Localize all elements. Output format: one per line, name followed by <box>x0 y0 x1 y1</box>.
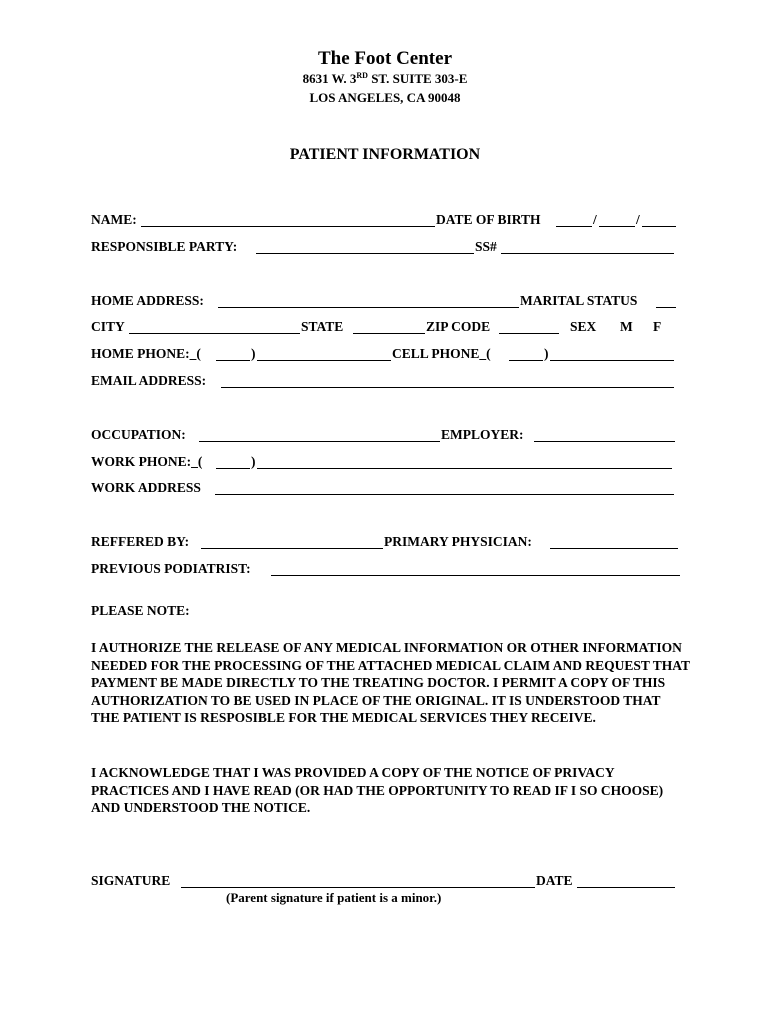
dob-month-field[interactable] <box>556 226 592 227</box>
dob-year-field[interactable] <box>642 226 676 227</box>
parent-signature-note: (Parent signature if patient is a minor.) <box>226 890 442 905</box>
name-label: NAME: <box>91 212 137 227</box>
row-phones <box>91 345 681 363</box>
name-field[interactable] <box>141 226 435 227</box>
email-label: EMAIL ADDRESS: <box>91 373 207 388</box>
zip-field[interactable] <box>499 333 559 334</box>
dob-separator: / <box>593 212 597 227</box>
cell-phone-field[interactable] <box>550 360 674 361</box>
referred-by-field[interactable] <box>201 548 383 549</box>
row-previous-podiatrist <box>91 560 681 578</box>
signature-label: SIGNATURE <box>91 873 171 888</box>
signature-field[interactable] <box>181 887 535 888</box>
state-field[interactable] <box>353 333 425 334</box>
marital-status-field[interactable] <box>656 307 676 308</box>
form-title: PATIENT INFORMATION <box>289 146 481 163</box>
row-responsible-ss <box>91 238 681 256</box>
please-note-heading: PLEASE NOTE: <box>91 603 190 618</box>
clinic-city-line: LOS ANGELES, CA 90048 <box>309 90 461 105</box>
row-referral <box>91 533 681 551</box>
row-signature <box>91 872 681 890</box>
previous-podiatrist-field[interactable] <box>271 575 680 576</box>
work-phone-label: WORK PHONE:_( <box>91 454 203 469</box>
work-phone-area-field[interactable] <box>216 468 250 469</box>
ss-field[interactable] <box>501 253 674 254</box>
referred-by-label: REFFERED BY: <box>91 534 190 549</box>
authorization-paragraph: I AUTHORIZE THE RELEASE OF ANY MEDICAL INFORMATION OR OTHER INFORMATION NEEDED FOR THE PROCESSING OF THE ATTACHED MEDICAL CLAIM AND REQUEST THAT PAYMENT BE MADE DIRECTLY TO THE TREATING DOCTOR. I PERMIT A COPY OF THIS AUTHORIZATION TO BE USED IN PLACE OF THE ORIGINAL. IT IS UNDERSTOOD THAT THE PATIENT IS RESPOSIBLE FOR THE MEDICAL SERVICES THEY RECEIVE. <box>91 640 690 726</box>
sex-option-f[interactable]: F <box>653 319 662 334</box>
occupation-field[interactable] <box>199 441 440 442</box>
employer-label: EMPLOYER: <box>441 427 524 442</box>
work-phone-paren: ) <box>251 454 256 469</box>
responsible-party-field[interactable] <box>256 253 474 254</box>
home-phone-label: HOME PHONE:_( <box>91 346 201 361</box>
address-suffix: ST. SUITE 303-E <box>367 71 468 86</box>
home-phone-area-field[interactable] <box>216 360 250 361</box>
sex-label: SEX <box>570 319 597 334</box>
occupation-label: OCCUPATION: <box>91 427 186 442</box>
work-phone-field[interactable] <box>257 468 672 469</box>
cell-phone-label: CELL PHONE_( <box>392 346 491 361</box>
zip-label: ZIP CODE <box>426 319 491 334</box>
dob-label: DATE OF BIRTH <box>436 212 541 227</box>
address-prefix: 8631 W. 3 <box>302 71 357 86</box>
home-phone-paren: ) <box>251 346 256 361</box>
row-email <box>91 372 681 390</box>
home-address-field[interactable] <box>218 307 519 308</box>
row-city-state-zip <box>91 318 681 336</box>
ss-label: SS# <box>475 239 497 254</box>
row-work-address <box>91 479 681 497</box>
row-occupation <box>91 426 681 444</box>
signature-date-field[interactable] <box>577 887 675 888</box>
clinic-name: The Foot Center <box>317 48 453 69</box>
dob-separator: / <box>636 212 640 227</box>
state-label: STATE <box>301 319 344 334</box>
clinic-address <box>0 71 770 87</box>
work-address-label: WORK ADDRESS <box>91 480 201 495</box>
city-field[interactable] <box>129 333 300 334</box>
home-phone-field[interactable] <box>257 360 391 361</box>
employer-field[interactable] <box>534 441 675 442</box>
marital-status-label: MARITAL STATUS <box>520 293 638 308</box>
signature-date-label: DATE <box>536 873 573 888</box>
previous-podiatrist-label: PREVIOUS PODIATRIST: <box>91 561 251 576</box>
row-home-address <box>91 292 681 310</box>
sex-option-m[interactable]: M <box>620 319 633 334</box>
home-address-label: HOME ADDRESS: <box>91 293 204 308</box>
city-label: CITY <box>91 319 125 334</box>
responsible-party-label: RESPONSIBLE PARTY: <box>91 239 238 254</box>
email-field[interactable] <box>221 387 674 388</box>
row-name-dob <box>91 211 681 229</box>
dob-day-field[interactable] <box>599 226 635 227</box>
primary-physician-label: PRIMARY PHYSICIAN: <box>384 534 532 549</box>
work-address-field[interactable] <box>215 494 674 495</box>
cell-phone-paren: ) <box>544 346 549 361</box>
acknowledgement-paragraph: I ACKNOWLEDGE THAT I WAS PROVIDED A COPY OF THE NOTICE OF PRIVACY PRACTICES AND I HAVE READ (OR HAD THE OPPORTUNITY TO READ IF I SO CHOOSE) AND UNDERSTOOD THE NOTICE. <box>91 765 664 816</box>
cell-phone-area-field[interactable] <box>509 360 543 361</box>
address-superscript: RD <box>356 71 368 80</box>
row-work-phone <box>91 453 681 471</box>
primary-physician-field[interactable] <box>550 548 678 549</box>
